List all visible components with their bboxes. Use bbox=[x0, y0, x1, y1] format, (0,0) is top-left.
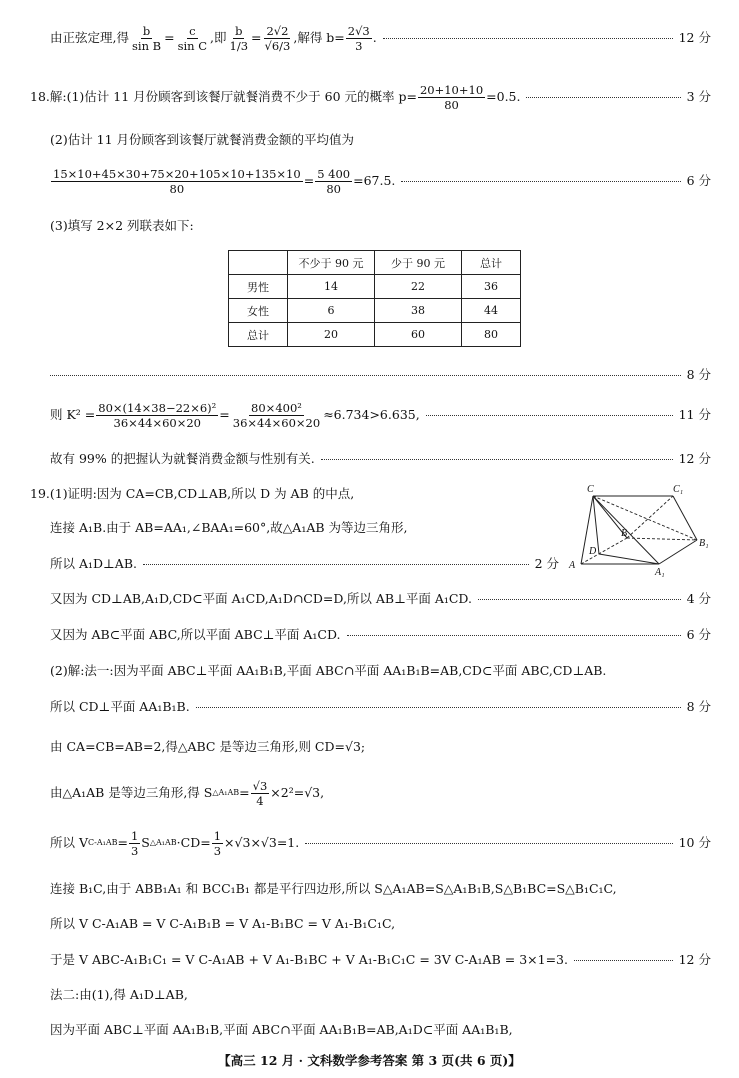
fraction: $\frac{\text{80×(14×38−22×6)²}}{36\times 44\times 60\times 20}$ bbox=[98, 400, 217, 430]
page-footer: 【高三 12 月 · 文科数学参考答案 第 3 页(共 6 页)】 bbox=[218, 1053, 521, 1068]
score: 12 分 bbox=[678, 451, 711, 466]
table-row: 女性 6 38 44 bbox=[229, 299, 521, 323]
table-row: 总计 20 60 80 bbox=[229, 323, 521, 347]
dot-leader bbox=[383, 38, 673, 39]
question-number: 18. bbox=[30, 89, 50, 104]
score: 12 分 bbox=[678, 30, 711, 45]
dot-leader bbox=[401, 181, 680, 182]
label-b1: B₁ bbox=[699, 538, 709, 549]
line-text: 连接 A₁B.由于 AB=AA₁,∠BAA₁=60°,故△A₁AB 为等边三角形, bbox=[50, 520, 408, 535]
line-text: 因为平面 ABC⊥平面 AA₁B₁B,平面 ABC∩平面 AA₁B₁B=AB,A₁D⊂平面 AA₁B₁B, bbox=[50, 1022, 513, 1037]
dot-leader bbox=[574, 960, 673, 961]
fraction: $\frac{1}{3}$ bbox=[213, 828, 222, 858]
score: 3 分 bbox=[686, 89, 711, 104]
line-conclusion: 故有 99% 的把握认为就餐消费金额与性别有关. 12 分 bbox=[50, 451, 711, 466]
line-text: (2)解:法一:因为平面 ABC⊥平面 AA₁B₁B,平面 ABC∩平面 AA₁B₁B=AB,CD⊂平面 ABC,CD⊥AB. bbox=[50, 663, 607, 678]
line-a1d-perp: 所以 A₁D⊥AB. 2 分 bbox=[50, 556, 559, 571]
prism-figure bbox=[565, 482, 715, 578]
label-c1: C₁ bbox=[673, 484, 684, 495]
line-text: 连接 B₁C,由于 ABB₁A₁ 和 BCC₁B₁ 都是平行四边形,所以 S△A₁AB=S△A₁B₁B,S△B₁BC=S△B₁C₁C, bbox=[50, 881, 617, 896]
score: 8 分 bbox=[686, 699, 711, 714]
line-text: (2)估计 11 月份顾客到该餐厅就餐消费金额的平均值为 bbox=[50, 132, 355, 147]
fraction: $\frac{1}{3}$ bbox=[130, 828, 139, 858]
label-c: C bbox=[587, 484, 594, 495]
fraction: $\frac{b}{\text{sin B}}$ bbox=[131, 23, 162, 53]
fraction: $\frac{c}{\text{sin C}}$ bbox=[177, 23, 208, 53]
dot-leader bbox=[426, 415, 673, 416]
score: 6 分 bbox=[686, 627, 711, 642]
fraction: $\frac{20+10+10}{80}$ bbox=[419, 82, 484, 112]
line-text: 所以 V C-A₁AB = V C-A₁B₁B = V A₁-B₁BC = V A₁-B₁C₁C, bbox=[50, 916, 396, 931]
fraction: $\frac{2√2}{√6/3}$ bbox=[264, 23, 291, 53]
fraction: $\frac{\text{80×400²}}{36\times 44\times 60\times 20}$ bbox=[232, 400, 321, 430]
line-score-only bbox=[50, 366, 711, 384]
line-text: 由 CA=CB=AB=2,得△ABC 是等边三角形,则 CD=√3; bbox=[50, 739, 366, 754]
q18-line: 18. 解:(1)估计 11 月份顾客到该餐厅就餐消费不少于 60 元的概率 p= $\frac{20+10+10}{80}$ =0.5. 3 分 bbox=[30, 82, 711, 112]
label-b: B bbox=[621, 528, 628, 539]
dot-leader bbox=[526, 97, 680, 98]
dot-leader bbox=[196, 707, 681, 708]
dot-leader bbox=[321, 459, 673, 460]
fraction: $\frac{5 400}{80}$ bbox=[317, 166, 351, 196]
score: 12 分 bbox=[678, 952, 711, 967]
line-cd-perp: 所以 CD⊥平面 AA₁B₁B. 8 分 bbox=[50, 699, 711, 714]
score: 6 分 bbox=[686, 173, 711, 188]
dot-leader bbox=[478, 599, 681, 600]
line-sine-rule: 由正弦定理,得 $\frac{b}{\text{sin B}}$ = $\frac{c}{\text{sin C}}$ ,即 $\frac{b}{1/3}$ = $\frac{2√2}{√6/3}$ ,解得 b= $\frac{2√3}{3}$ . 12 分 bbox=[50, 23, 711, 53]
label-d: D bbox=[589, 546, 597, 557]
fraction: $\frac{b}{1/3}$ bbox=[229, 23, 249, 53]
score: 2 分 bbox=[534, 556, 559, 571]
dot-leader bbox=[305, 843, 672, 844]
q19-line: 19. (1)证明:因为 CA=CB,CD⊥AB,所以 D 为 AB 的中点, bbox=[30, 486, 355, 501]
line-text: 法二:由(1),得 A₁D⊥AB, bbox=[50, 987, 188, 1002]
score: 11 分 bbox=[678, 407, 711, 422]
score: 10 分 bbox=[678, 835, 711, 850]
line-ab-perp: 又因为 CD⊥AB,A₁D,CD⊂平面 A₁CD,A₁D∩CD=D,所以 AB⊥平面 A₁CD. 4 分 bbox=[50, 591, 711, 606]
score: 8 分 bbox=[686, 367, 711, 382]
table-row: 男性 14 22 36 bbox=[229, 275, 521, 299]
score: 4 分 bbox=[686, 591, 711, 606]
line-plane-perp: 又因为 AB⊂平面 ABC,所以平面 ABC⊥平面 A₁CD. 6 分 bbox=[50, 627, 711, 642]
line-total-volume: 于是 V ABC-A₁B₁C₁ = V C-A₁AB + V A₁-B₁BC + V A₁-B₁C₁C = 3V C-A₁AB = 3×1=3. 12 分 bbox=[50, 952, 711, 967]
fraction: $\frac{2√3}{3}$ bbox=[347, 23, 370, 53]
line-text: (3)填写 2×2 列联表如下: bbox=[50, 218, 194, 233]
line-volume: 所以 V C-A₁AB = $\frac{1}{3}$ S △A₁AB ·CD= $\frac{1}{3}$ ×√3×√3=1. 10 分 bbox=[50, 828, 711, 858]
contingency-table bbox=[228, 250, 521, 347]
dot-leader bbox=[347, 635, 681, 636]
line-k-squared: 则 K² = $\frac{\text{80×(14×38−22×6)²}}{36\times 44\times 60\times 20}$ = $\frac{\text{80×400²}}{36\times 44\times 60\times 20}$ ≈6.734>6.635, 11 分 bbox=[50, 400, 711, 430]
fraction: $\frac{15\times 10+45\times 30+75\times 20+105\times 10+135\times 10}{80}$ bbox=[53, 166, 301, 196]
dot-leader bbox=[143, 564, 529, 565]
question-number: 19. bbox=[30, 486, 50, 501]
dot-leader bbox=[50, 375, 681, 376]
label-a1: A₁ bbox=[655, 567, 665, 578]
label-a: A bbox=[569, 560, 576, 571]
line-area: 由△A₁AB 是等边三角形,得 S △A₁AB = $\frac{√3}{4}$ ×2²=√3, bbox=[50, 778, 325, 808]
table-header-row: 不少于 90 元 少于 90 元 总计 bbox=[229, 251, 521, 275]
fraction: $\frac{√3}{4}$ bbox=[252, 778, 268, 808]
line-mean: $\frac{15\times 10+45\times 30+75\times 20+105\times 10+135\times 10}{80}$ = $\frac{5 400}{80}$ =67.5. 6 分 bbox=[53, 166, 711, 196]
